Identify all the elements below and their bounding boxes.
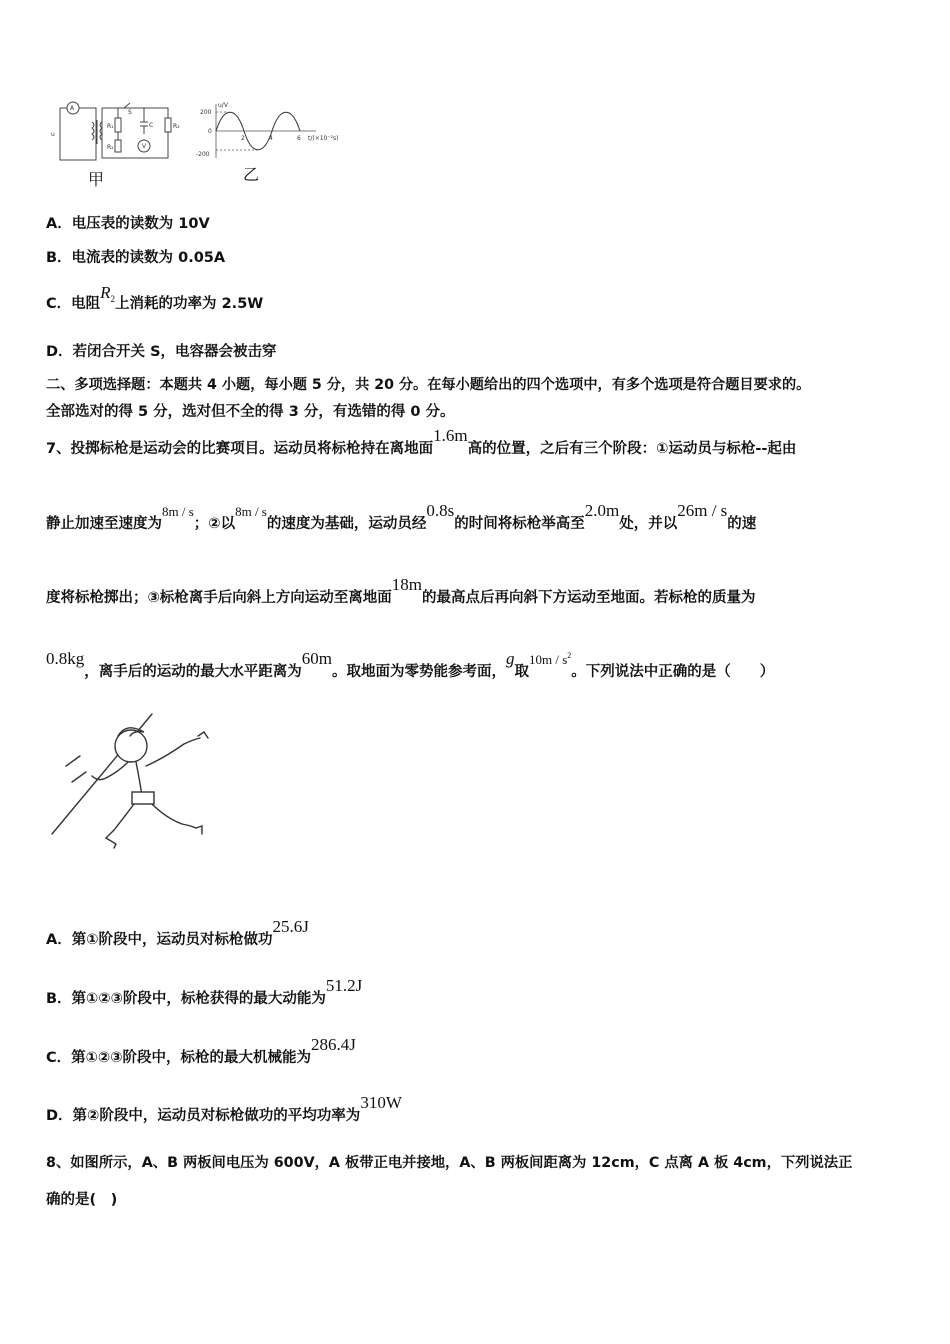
q7-text: 静止加速至速度为 xyxy=(46,516,162,532)
q7-text: 取 xyxy=(514,664,529,680)
q7-option-a-text: A．第①阶段中，运动员对标枪做功 xyxy=(46,932,273,948)
q7-option-c xyxy=(46,1035,356,1067)
circuit-diagram xyxy=(48,100,188,166)
mass-0-8kg: 0.8kg xyxy=(46,649,85,668)
q7-text: 7、投掷标枪是运动会的比赛项目。运动员将标枪持在离地面 xyxy=(46,441,434,457)
x-tick-4: 4 xyxy=(269,135,273,142)
switch-label: S xyxy=(128,109,132,116)
y-tick-neg200: -200 xyxy=(196,151,210,158)
r1-label: R₁ xyxy=(107,123,114,130)
q7-text: 的时间将标枪举高至 xyxy=(454,516,585,532)
section2-line2: 全部选对的得 5 分，选对但不全的得 3 分，有选错的得 0 分。 xyxy=(46,404,455,420)
speed-8ms-a: 8m / s xyxy=(162,504,194,519)
q7-option-d xyxy=(46,1093,402,1125)
height-2-0m: 2.0m xyxy=(584,501,620,520)
q6-option-c-tail: 上消耗的功率为 2.5W xyxy=(115,296,264,312)
section2-line1: 二、多项选择题：本题共 4 小题，每小题 5 分，共 20 分。在每小题给出的四个选项中，有多个选项是符合题目要求的。 xyxy=(46,377,811,393)
mechanical-286-4j: 286.4J xyxy=(310,1035,356,1054)
q7-text: 的速 xyxy=(727,516,757,532)
gravity-exponent: 2 xyxy=(567,651,572,660)
x-axis-label: t/(×10⁻²s) xyxy=(308,135,339,142)
q7-line4 xyxy=(46,649,775,681)
x-tick-2: 2 xyxy=(241,135,245,142)
distance-60m: 60m xyxy=(301,649,332,668)
r3-label: R₃ xyxy=(173,123,180,130)
voltmeter-label: V xyxy=(142,143,147,150)
q7-text: 度将标枪掷出；③标枪离手后向斜上方向运动至离地面 xyxy=(46,590,392,606)
q6-option-d: D．若闭合开关 S，电容器会被击穿 xyxy=(46,344,277,360)
gravity-value: 10m / s xyxy=(528,652,568,667)
q7-option-d-text: D．第②阶段中，运动员对标枪做功的平均功率为 xyxy=(46,1108,361,1124)
q6-option-b: B．电流表的读数为 0.05A xyxy=(46,250,226,266)
q7-text: ，离手后的运动的最大水平距离为 xyxy=(84,664,302,680)
javelin-thrower-illustration xyxy=(46,708,216,858)
y-tick-0: 0 xyxy=(208,128,212,135)
q7-text: 高的位置，之后有三个阶段：①运动员与标枪--起由 xyxy=(467,441,797,457)
q8-line2: 确的是( ) xyxy=(46,1192,118,1208)
time-0-8s: 0.8s xyxy=(426,501,455,520)
y-tick-200: 200 xyxy=(200,109,212,116)
figure-yi-caption: 乙 xyxy=(243,165,260,184)
y-axis-label: u/V xyxy=(218,102,228,109)
x-tick-6: 6 xyxy=(297,135,301,142)
work-25-6j: 25.6J xyxy=(272,917,309,936)
power-310w: 310W xyxy=(360,1093,402,1112)
ammeter-label: A xyxy=(70,105,75,112)
q7-text: 的最高点后再向斜下方运动至地面。若标枪的质量为 xyxy=(422,590,756,606)
capacitor-label: C xyxy=(149,122,154,129)
q7-text: 处，并以 xyxy=(619,516,678,532)
q7-option-c-text: C．第①②③阶段中，标枪的最大机械能为 xyxy=(46,1050,311,1066)
height-1-6m: 1.6m xyxy=(433,426,468,445)
q7-line3 xyxy=(46,575,756,607)
q7-option-a xyxy=(46,917,309,949)
figure-jia-caption: 甲 xyxy=(88,170,105,189)
q7-line2 xyxy=(46,501,757,533)
height-18m: 18m xyxy=(391,575,423,594)
q7-text: 的速度为基础，运动员经 xyxy=(266,516,427,532)
speed-26ms: 26m / s xyxy=(677,501,728,520)
r2-symbol: R xyxy=(100,283,111,302)
r2-label: R₂ xyxy=(107,144,114,151)
waveform-graph xyxy=(196,100,346,162)
q7-text: ；②以 xyxy=(193,516,236,532)
q8-line1: 8、如图所示，A、B 两板间电压为 600V，A 板带正电并接地，A、B 两板间距离为 12cm，C 点离 A 板 4cm，下列说法正 xyxy=(46,1155,853,1171)
kinetic-51-2j: 51.2J xyxy=(325,976,363,995)
q6-option-a: A．电压表的读数为 10V xyxy=(46,216,210,232)
source-label: u xyxy=(51,131,55,138)
q7-text: 。下列说法中正确的是（ ） xyxy=(571,664,775,680)
r2-subscript: 2 xyxy=(110,294,116,304)
q6-option-c-text: C．电阻 xyxy=(46,296,101,312)
q7-option-b xyxy=(46,976,363,1008)
gravity-g: g xyxy=(505,649,515,668)
q7-option-b-text: B．第①②③阶段中，标枪获得的最大动能为 xyxy=(46,991,326,1007)
q6-option-c xyxy=(46,283,264,313)
q7-line1 xyxy=(46,426,797,458)
speed-8ms-b: 8m / s xyxy=(235,504,267,519)
q7-text: 。取地面为零势能参考面， xyxy=(331,664,506,680)
